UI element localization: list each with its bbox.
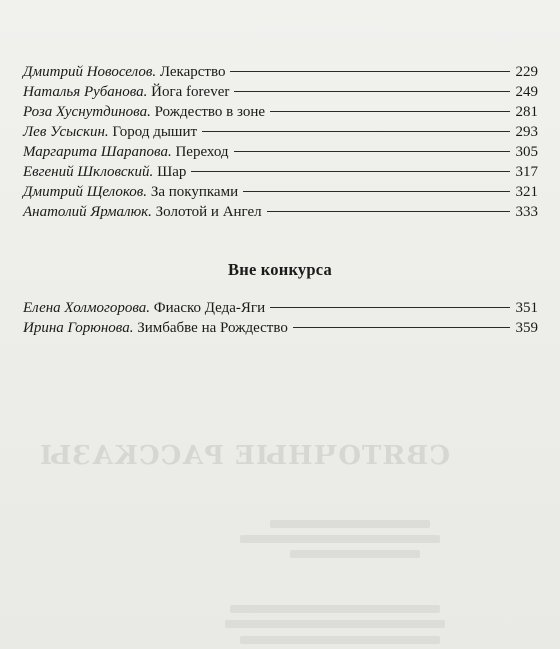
toc-author: Евгений Шкловский. [23, 164, 154, 180]
toc-title: Зимбабве на Рождество [137, 320, 288, 336]
show-through-text: СВЯТОЧНЫЕ РАССКАЗЫ [39, 441, 450, 471]
toc-entry[interactable] [23, 122, 538, 142]
toc-leader-line [234, 91, 510, 92]
toc-title: Йога forever [151, 84, 230, 100]
toc-entry[interactable] [23, 298, 538, 318]
section-heading: Вне конкурса [228, 260, 332, 279]
toc-author: Дмитрий Щелоков. [23, 184, 148, 200]
toc-page-number: 249 [515, 84, 538, 100]
toc-page-number: 333 [515, 204, 538, 220]
show-through-line [230, 605, 440, 613]
toc-leader-line [270, 307, 510, 308]
toc-leader-line [191, 171, 510, 172]
toc-leader-line [234, 151, 510, 152]
toc-entry[interactable] [23, 62, 538, 82]
toc-author: Дмитрий Новоселов. [23, 64, 157, 80]
toc-leader-line [270, 111, 510, 112]
toc-author: Лев Усыскин. [23, 124, 109, 140]
toc-entry[interactable] [23, 318, 538, 338]
toc-page-number: 305 [515, 144, 538, 160]
toc-entry[interactable] [23, 102, 538, 122]
toc-title: Лекарство [159, 64, 226, 80]
toc-leader-line [243, 191, 510, 192]
toc-page-number: 321 [515, 184, 538, 200]
toc-page-number: 317 [515, 164, 538, 180]
toc-title: Город дышит [112, 124, 198, 140]
toc-title: За покупками [150, 184, 239, 200]
toc-leader-line [230, 71, 510, 72]
toc-author: Анатолий Ярмалюк. [23, 204, 152, 220]
toc-author: Наталья Рубанова. [23, 84, 148, 100]
toc-entry[interactable] [23, 82, 538, 102]
toc-title: Золотой и Ангел [155, 204, 262, 220]
show-through-line [240, 636, 440, 644]
toc-leader-line [202, 131, 510, 132]
toc-author: Роза Хуснутдинова. [23, 104, 151, 120]
toc-entry[interactable] [23, 142, 538, 162]
toc-author: Елена Холмогорова. [23, 300, 151, 316]
toc-leader-line [267, 211, 510, 212]
table-of-contents [23, 62, 538, 222]
toc-page-number: 281 [515, 104, 538, 120]
show-through-line [290, 550, 420, 558]
toc-entry[interactable] [23, 182, 538, 202]
toc-author: Маргарита Шарапова. [23, 144, 172, 160]
show-through-line [240, 535, 440, 543]
toc-page-number: 351 [515, 300, 538, 316]
toc-page-number: 229 [515, 64, 538, 80]
toc-title: Шар [157, 164, 187, 180]
toc-leader-line [293, 327, 510, 328]
toc-title: Рождество в зоне [154, 104, 265, 120]
show-through-line [270, 520, 430, 528]
toc-entry[interactable] [23, 202, 538, 222]
toc-title: Переход [175, 144, 229, 160]
toc-page-number: 359 [515, 320, 538, 336]
toc-title: Фиаско Деда-Яги [153, 300, 266, 316]
toc-author: Ирина Горюнова. [23, 320, 134, 336]
table-of-contents-extra [23, 298, 538, 338]
show-through-line [225, 620, 445, 628]
toc-page-number: 293 [515, 124, 538, 140]
toc-entry[interactable] [23, 162, 538, 182]
